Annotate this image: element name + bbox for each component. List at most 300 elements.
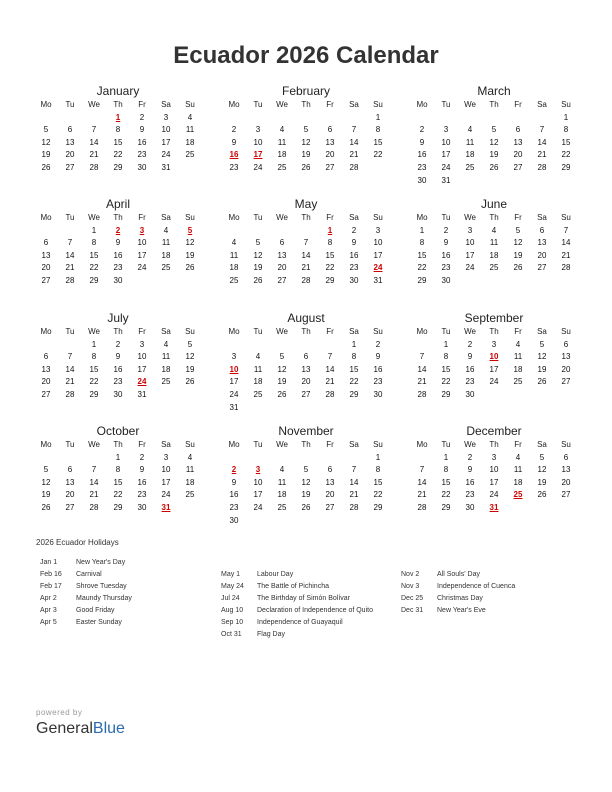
day: 25 (229, 276, 239, 285)
day: 7 (351, 125, 357, 135)
day: 6 (67, 465, 73, 475)
day: 17 (161, 477, 171, 487)
weekday-header: Su (185, 440, 195, 449)
day: 5 (303, 465, 309, 475)
day: 29 (373, 503, 383, 512)
day: 18 (161, 364, 171, 374)
weekday-header: We (276, 327, 288, 336)
day: 16 (373, 364, 383, 374)
month-name: November (278, 424, 334, 438)
weekday-header: Sa (537, 440, 547, 449)
day: 14 (325, 364, 335, 374)
day: 23 (349, 263, 359, 273)
day: 8 (115, 125, 121, 135)
day: 2 (139, 452, 145, 462)
weekday-header: We (88, 100, 100, 109)
holiday-date: Dec 31 (401, 607, 424, 614)
day: 10 (489, 465, 499, 475)
day: 21 (537, 150, 547, 160)
day: 29 (113, 503, 123, 512)
day: 17 (161, 137, 171, 147)
day: 22 (373, 150, 383, 160)
day: 11 (161, 238, 171, 248)
day: 7 (91, 465, 97, 475)
day: 22 (89, 377, 99, 387)
day: 8 (419, 238, 425, 248)
weekday-header: Sa (161, 440, 171, 449)
day: 22 (441, 490, 451, 500)
powered-by-text: powered by (36, 708, 83, 717)
day: 19 (41, 150, 51, 160)
day: 11 (465, 137, 475, 147)
weekday-header: Sa (537, 213, 547, 222)
day: 13 (537, 238, 547, 248)
day: 9 (115, 238, 121, 248)
day: 30 (417, 175, 427, 185)
day: 15 (113, 477, 123, 487)
day: 27 (561, 377, 571, 387)
day: 7 (419, 465, 425, 475)
holiday-row (221, 569, 373, 581)
day: 14 (417, 477, 427, 487)
day: 16 (465, 477, 475, 487)
day: 9 (443, 238, 449, 248)
holiday-row (40, 557, 132, 569)
weekday-header: Tu (253, 327, 263, 336)
weekday-header: Th (489, 213, 499, 222)
day: 18 (185, 137, 195, 147)
weekday-header: Tu (65, 440, 75, 449)
day: 25 (513, 377, 523, 387)
day: 17 (373, 250, 383, 260)
weekday-header: Sa (161, 100, 171, 109)
weekday-header: Sa (349, 440, 359, 449)
day: 10 (161, 465, 171, 475)
holiday-date: Jul 24 (221, 595, 240, 602)
weekday-header: Fr (326, 440, 334, 449)
month-name: March (477, 84, 511, 98)
weekday-header: Tu (441, 440, 451, 449)
day: 27 (277, 276, 287, 285)
day: 28 (349, 163, 359, 172)
day: 3 (491, 339, 497, 349)
day: 6 (43, 238, 49, 248)
day: 13 (561, 352, 571, 362)
holiday-day: 10 (229, 364, 239, 374)
day: 7 (327, 352, 333, 362)
weekday-header: Mo (228, 100, 240, 109)
holiday-day: 3 (139, 225, 145, 235)
weekday-header: We (276, 440, 288, 449)
day: 10 (137, 352, 147, 362)
day: 24 (441, 163, 451, 172)
day: 18 (185, 477, 195, 487)
weekday-header: Tu (253, 213, 263, 222)
holiday-row (401, 605, 515, 617)
weekday-header: We (464, 100, 476, 109)
day: 22 (89, 263, 99, 273)
day: 15 (561, 137, 571, 147)
weekday-header: We (88, 213, 100, 222)
day: 20 (277, 263, 287, 273)
day: 20 (41, 263, 51, 273)
day: 16 (113, 250, 123, 260)
day: 28 (301, 276, 311, 285)
day: 26 (41, 163, 51, 172)
day: 20 (325, 490, 335, 500)
month-may (222, 197, 390, 285)
day: 7 (563, 225, 569, 235)
weekday-header: We (464, 327, 476, 336)
day: 30 (137, 503, 147, 512)
day: 9 (139, 125, 145, 135)
holiday-name: Shrove Tuesday (76, 583, 127, 590)
day: 18 (277, 490, 287, 500)
day: 19 (513, 250, 523, 260)
day: 28 (89, 503, 99, 512)
day: 14 (89, 137, 99, 147)
day: 19 (301, 150, 311, 160)
day: 28 (349, 503, 359, 512)
day: 15 (113, 137, 123, 147)
day: 30 (349, 276, 359, 285)
day: 1 (375, 112, 381, 122)
day: 21 (417, 377, 427, 387)
page-title: Ecuador 2026 Calendar (173, 42, 439, 69)
day: 11 (489, 238, 499, 248)
holiday-date: May 24 (221, 583, 244, 590)
day: 23 (465, 490, 475, 500)
day: 25 (161, 263, 171, 273)
holiday-day: 1 (327, 225, 333, 235)
day: 23 (373, 377, 383, 387)
day: 23 (441, 263, 451, 273)
day: 7 (67, 238, 73, 248)
day: 25 (161, 377, 171, 387)
day: 6 (327, 125, 333, 135)
month-name: July (107, 311, 129, 325)
weekday-header: Mo (40, 440, 52, 449)
day: 21 (417, 490, 427, 500)
day: 21 (89, 150, 99, 160)
day: 24 (161, 150, 171, 160)
day: 26 (253, 276, 263, 285)
day: 1 (563, 112, 569, 122)
day: 2 (443, 225, 449, 235)
day: 1 (115, 452, 121, 462)
day: 4 (515, 339, 521, 349)
day: 4 (255, 352, 261, 362)
holiday-name: Good Friday (76, 607, 115, 614)
month-name: April (105, 197, 130, 211)
holiday-day: 24 (137, 377, 147, 387)
day: 15 (441, 364, 451, 374)
day: 10 (253, 477, 263, 487)
day: 27 (537, 263, 547, 273)
day: 30 (441, 276, 451, 285)
day: 5 (43, 125, 49, 135)
day: 31 (441, 175, 451, 185)
day: 16 (137, 137, 147, 147)
day: 20 (561, 364, 571, 374)
month-september (410, 311, 578, 399)
day: 5 (43, 465, 49, 475)
day: 9 (375, 352, 381, 362)
day: 1 (443, 339, 449, 349)
day: 4 (187, 112, 193, 122)
day: 21 (89, 490, 99, 500)
day: 1 (91, 339, 97, 349)
day: 7 (351, 465, 357, 475)
holiday-name: The Birthday of Simón Bolívar (257, 595, 350, 602)
day: 22 (325, 263, 335, 273)
weekday-header: We (464, 440, 476, 449)
day: 10 (465, 238, 475, 248)
weekday-header: Mo (40, 100, 52, 109)
day: 26 (537, 377, 547, 387)
day: 27 (65, 503, 75, 512)
day: 12 (301, 137, 311, 147)
day: 22 (349, 377, 359, 387)
day: 14 (537, 137, 547, 147)
day: 17 (137, 250, 147, 260)
weekday-header: Th (301, 213, 311, 222)
weekday-header: Tu (65, 100, 75, 109)
weekday-header: Su (185, 213, 195, 222)
weekday-header: Fr (514, 213, 522, 222)
day: 18 (513, 477, 523, 487)
day: 24 (465, 263, 475, 273)
weekday-header: Th (489, 440, 499, 449)
day: 15 (373, 137, 383, 147)
month-march (410, 84, 578, 185)
day: 4 (187, 452, 193, 462)
day: 28 (561, 263, 571, 273)
day: 26 (185, 377, 195, 387)
month-january (34, 84, 202, 172)
brand-logo (36, 720, 125, 738)
day: 4 (515, 452, 521, 462)
weekday-header: Mo (228, 213, 240, 222)
day: 11 (229, 250, 239, 260)
weekday-header: Su (561, 213, 571, 222)
day: 17 (253, 490, 263, 500)
day: 28 (89, 163, 99, 172)
weekday-header: Tu (253, 440, 263, 449)
day: 20 (561, 477, 571, 487)
weekday-header: Fr (326, 327, 334, 336)
day: 14 (349, 477, 359, 487)
brand-name-blue: Blue (92, 720, 125, 737)
holiday-row (221, 593, 373, 605)
day: 30 (113, 276, 123, 285)
weekday-header: Th (301, 327, 311, 336)
day: 6 (563, 339, 569, 349)
weekday-header: Su (561, 327, 571, 336)
holiday-row (401, 581, 515, 593)
day: 27 (325, 163, 335, 172)
day: 23 (113, 263, 123, 273)
day: 19 (277, 377, 287, 387)
day: 13 (325, 477, 335, 487)
month-name: June (480, 197, 508, 211)
holiday-day: 24 (373, 263, 383, 273)
weekday-header: Sa (349, 327, 359, 336)
day: 22 (113, 150, 123, 160)
weekday-header: Tu (65, 213, 75, 222)
holiday-name: Independence of Guayaquil (257, 619, 343, 626)
day: 20 (537, 250, 547, 260)
day: 27 (561, 490, 571, 500)
holiday-day: 31 (489, 503, 499, 512)
day: 20 (65, 150, 75, 160)
day: 17 (137, 364, 147, 374)
holiday-row (40, 617, 132, 629)
holiday-column (401, 569, 515, 617)
day: 13 (513, 137, 523, 147)
day: 9 (115, 352, 121, 362)
day: 11 (161, 352, 171, 362)
day: 29 (349, 390, 359, 399)
holiday-day: 10 (489, 352, 499, 362)
day: 6 (303, 352, 309, 362)
day: 14 (89, 477, 99, 487)
day: 26 (513, 263, 523, 273)
holiday-date: Jan 1 (40, 559, 58, 566)
day: 16 (229, 490, 239, 500)
weekday-header: Su (373, 327, 383, 336)
day: 17 (489, 364, 499, 374)
day: 28 (65, 390, 75, 399)
day: 14 (65, 364, 75, 374)
day: 22 (417, 263, 427, 273)
weekday-header: Sa (349, 213, 359, 222)
weekday-header: We (88, 327, 100, 336)
day: 30 (113, 390, 123, 399)
day: 20 (65, 490, 75, 500)
day: 26 (185, 263, 195, 273)
day: 23 (417, 163, 427, 172)
month-october (34, 424, 202, 512)
holiday-date: Nov 2 (401, 571, 420, 578)
day: 3 (255, 125, 261, 135)
holiday-row (221, 629, 373, 641)
day: 29 (89, 390, 99, 399)
day: 6 (539, 225, 545, 235)
holiday-day: 17 (253, 150, 263, 160)
month-name: January (96, 84, 140, 98)
day: 1 (443, 452, 449, 462)
weekday-header: Mo (416, 100, 428, 109)
day: 9 (351, 238, 357, 248)
day: 30 (373, 390, 383, 399)
day: 19 (185, 364, 195, 374)
holiday-row (401, 569, 515, 581)
day: 17 (441, 150, 451, 160)
day: 30 (465, 503, 475, 512)
day: 27 (513, 163, 523, 172)
day: 29 (561, 163, 571, 172)
day: 14 (561, 238, 571, 248)
day: 8 (351, 352, 357, 362)
day: 23 (229, 163, 239, 172)
day: 4 (279, 465, 285, 475)
day: 23 (137, 490, 147, 500)
day: 20 (41, 377, 51, 387)
weekday-header: Fr (138, 440, 146, 449)
weekday-header: Tu (441, 327, 451, 336)
day: 22 (113, 490, 123, 500)
day: 20 (325, 150, 335, 160)
day: 19 (489, 150, 499, 160)
day: 24 (137, 263, 147, 273)
day: 15 (373, 477, 383, 487)
day: 27 (301, 390, 311, 399)
day: 31 (373, 276, 383, 285)
holiday-row (40, 569, 132, 581)
day: 27 (65, 163, 75, 172)
day: 15 (89, 364, 99, 374)
weekday-header: Th (301, 440, 311, 449)
day: 21 (561, 250, 571, 260)
day: 9 (231, 137, 237, 147)
holiday-date: Feb 17 (40, 583, 62, 590)
day: 6 (515, 125, 521, 135)
month-november (222, 424, 390, 525)
day: 10 (161, 125, 171, 135)
holiday-row (40, 605, 132, 617)
weekday-header: Su (185, 100, 195, 109)
holiday-date: May 1 (221, 571, 241, 578)
day: 12 (41, 137, 51, 147)
day: 25 (277, 163, 287, 172)
holiday-day: 31 (161, 503, 171, 512)
holiday-date: Apr 2 (40, 595, 57, 602)
day: 4 (279, 125, 285, 135)
holiday-name: The Battle of Pichincha (257, 583, 329, 590)
weekday-header: We (276, 213, 288, 222)
day: 3 (491, 452, 497, 462)
day: 22 (561, 150, 571, 160)
holiday-name: Labour Day (257, 571, 294, 578)
day: 18 (277, 150, 287, 160)
day: 20 (301, 377, 311, 387)
day: 23 (137, 150, 147, 160)
day: 6 (563, 452, 569, 462)
day: 11 (513, 465, 523, 475)
holidays-title: 2026 Ecuador Holidays (36, 538, 119, 547)
weekday-header: Su (561, 100, 571, 109)
day: 17 (489, 477, 499, 487)
weekday-header: Su (561, 440, 571, 449)
holiday-day: 2 (231, 465, 237, 475)
day: 26 (301, 163, 311, 172)
day: 13 (277, 250, 287, 260)
holiday-column (221, 569, 373, 641)
day: 5 (279, 352, 285, 362)
day: 25 (277, 503, 287, 512)
day: 18 (513, 364, 523, 374)
day: 5 (187, 339, 193, 349)
day: 4 (231, 238, 237, 248)
holiday-name: All Souls' Day (437, 571, 480, 578)
month-name: October (96, 424, 140, 438)
day: 8 (91, 238, 97, 248)
day: 4 (491, 225, 497, 235)
day: 10 (373, 238, 383, 248)
weekday-header: Su (185, 327, 195, 336)
day: 17 (465, 250, 475, 260)
